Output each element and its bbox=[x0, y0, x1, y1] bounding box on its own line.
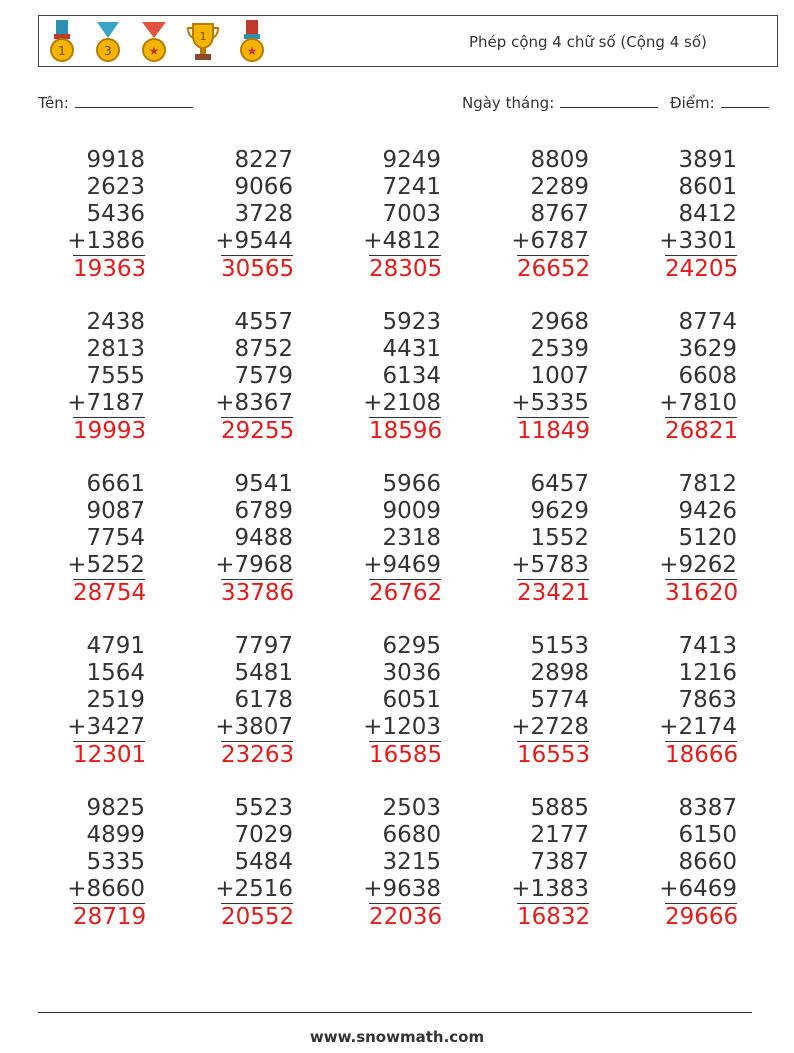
addend: 8660 bbox=[678, 849, 737, 875]
answer-sum: 16585 bbox=[369, 742, 443, 768]
score-label: Điểm: bbox=[670, 94, 715, 112]
last-addend: +8367 bbox=[215, 390, 293, 416]
addition-problem bbox=[163, 795, 293, 932]
addition-problem bbox=[459, 471, 589, 608]
medal-3-icon bbox=[93, 20, 123, 64]
last-addend: +1383 bbox=[511, 876, 589, 902]
addition-problem bbox=[15, 309, 145, 446]
name-label: Tên: bbox=[38, 94, 69, 112]
addend: 1007 bbox=[530, 363, 589, 389]
addend: 6661 bbox=[86, 471, 145, 497]
addend: 5774 bbox=[530, 687, 589, 713]
addition-problem bbox=[15, 795, 145, 932]
addition-problem bbox=[163, 309, 293, 446]
last-addend: +1203 bbox=[363, 714, 441, 740]
addend: 6178 bbox=[234, 687, 293, 713]
addend: 4791 bbox=[86, 633, 145, 659]
addend: 2968 bbox=[530, 309, 589, 335]
addend: 9541 bbox=[234, 471, 293, 497]
svg-text:1: 1 bbox=[199, 30, 207, 43]
addition-problem bbox=[607, 471, 737, 608]
score-field bbox=[670, 93, 769, 112]
last-addend: +6787 bbox=[511, 228, 589, 254]
addition-problem bbox=[459, 795, 589, 932]
answer-sum: 31620 bbox=[665, 580, 739, 606]
answer-sum: 23263 bbox=[221, 742, 295, 768]
addition-problem bbox=[311, 147, 441, 284]
addend: 5481 bbox=[234, 660, 293, 686]
answer-sum: 16553 bbox=[517, 742, 591, 768]
last-addend: +3427 bbox=[67, 714, 145, 740]
addend: 7797 bbox=[234, 633, 293, 659]
answer-sum: 19363 bbox=[73, 256, 147, 282]
addend: 8412 bbox=[678, 201, 737, 227]
addend: 9629 bbox=[530, 498, 589, 524]
addend: 6134 bbox=[382, 363, 441, 389]
addend: 9918 bbox=[86, 147, 145, 173]
addend: 9825 bbox=[86, 795, 145, 821]
date-label: Ngày tháng: bbox=[462, 94, 555, 112]
addend: 8601 bbox=[678, 174, 737, 200]
last-addend: +2516 bbox=[215, 876, 293, 902]
addend: 7003 bbox=[382, 201, 441, 227]
addend: 8767 bbox=[530, 201, 589, 227]
answer-sum: 11849 bbox=[517, 418, 591, 444]
last-addend: +9544 bbox=[215, 228, 293, 254]
addend: 6295 bbox=[382, 633, 441, 659]
addition-problem bbox=[607, 309, 737, 446]
answer-sum: 12301 bbox=[73, 742, 147, 768]
footer-divider bbox=[38, 1012, 752, 1013]
addend: 2289 bbox=[530, 174, 589, 200]
addition-problem bbox=[15, 471, 145, 608]
addend: 3036 bbox=[382, 660, 441, 686]
addend: 7579 bbox=[234, 363, 293, 389]
addend: 8387 bbox=[678, 795, 737, 821]
addend: 4899 bbox=[86, 822, 145, 848]
name-field bbox=[38, 93, 193, 112]
addend: 5966 bbox=[382, 471, 441, 497]
addend: 5885 bbox=[530, 795, 589, 821]
addend: 2539 bbox=[530, 336, 589, 362]
addend: 4557 bbox=[234, 309, 293, 335]
footer-site: www.snowmath.com bbox=[309, 1028, 485, 1046]
addition-problem bbox=[459, 147, 589, 284]
date-field bbox=[462, 93, 658, 112]
addend: 5335 bbox=[86, 849, 145, 875]
answer-sum: 16832 bbox=[517, 904, 591, 930]
addend: 9249 bbox=[382, 147, 441, 173]
answer-sum: 29255 bbox=[221, 418, 295, 444]
last-addend: +2728 bbox=[511, 714, 589, 740]
answer-sum: 29666 bbox=[665, 904, 739, 930]
last-addend: +7968 bbox=[215, 552, 293, 578]
addend: 8227 bbox=[234, 147, 293, 173]
addend: 2503 bbox=[382, 795, 441, 821]
svg-text:3: 3 bbox=[104, 44, 112, 58]
last-addend: +2108 bbox=[363, 390, 441, 416]
answer-sum: 26762 bbox=[369, 580, 443, 606]
answer-sum: 22036 bbox=[369, 904, 443, 930]
addend: 1216 bbox=[678, 660, 737, 686]
addend: 1564 bbox=[86, 660, 145, 686]
last-addend: +4812 bbox=[363, 228, 441, 254]
addend: 2623 bbox=[86, 174, 145, 200]
last-addend: +5783 bbox=[511, 552, 589, 578]
addend: 9426 bbox=[678, 498, 737, 524]
trophy-1-icon bbox=[185, 20, 221, 64]
answer-sum: 18596 bbox=[369, 418, 443, 444]
addition-problem bbox=[163, 147, 293, 284]
addition-problem bbox=[15, 147, 145, 284]
last-addend: +2174 bbox=[659, 714, 737, 740]
addend: 6608 bbox=[678, 363, 737, 389]
addend: 2318 bbox=[382, 525, 441, 551]
addend: 8809 bbox=[530, 147, 589, 173]
header-box bbox=[38, 15, 778, 67]
addend: 7555 bbox=[86, 363, 145, 389]
score-line bbox=[721, 93, 769, 108]
addend: 6051 bbox=[382, 687, 441, 713]
addend: 7754 bbox=[86, 525, 145, 551]
addend: 3629 bbox=[678, 336, 737, 362]
addition-problem bbox=[163, 633, 293, 770]
svg-text:1: 1 bbox=[58, 44, 66, 58]
addend: 5523 bbox=[234, 795, 293, 821]
addend: 7812 bbox=[678, 471, 737, 497]
last-addend: +9638 bbox=[363, 876, 441, 902]
addend: 4431 bbox=[382, 336, 441, 362]
addend: 2438 bbox=[86, 309, 145, 335]
addend: 5153 bbox=[530, 633, 589, 659]
addition-problem bbox=[163, 471, 293, 608]
answer-sum: 33786 bbox=[221, 580, 295, 606]
last-addend: +7810 bbox=[659, 390, 737, 416]
addend: 7241 bbox=[382, 174, 441, 200]
addend: 5923 bbox=[382, 309, 441, 335]
last-addend: +6469 bbox=[659, 876, 737, 902]
medal-1-icon bbox=[47, 20, 77, 64]
addition-problem bbox=[15, 633, 145, 770]
last-addend: +7187 bbox=[67, 390, 145, 416]
answer-sum: 26652 bbox=[517, 256, 591, 282]
addition-problem bbox=[311, 633, 441, 770]
answer-sum: 24205 bbox=[665, 256, 739, 282]
answer-sum: 28719 bbox=[73, 904, 147, 930]
addition-problem bbox=[311, 471, 441, 608]
addend: 7863 bbox=[678, 687, 737, 713]
addend: 2177 bbox=[530, 822, 589, 848]
addend: 8752 bbox=[234, 336, 293, 362]
addition-problem bbox=[607, 795, 737, 932]
last-addend: +5252 bbox=[67, 552, 145, 578]
addend: 7029 bbox=[234, 822, 293, 848]
addition-problem bbox=[311, 309, 441, 446]
answer-sum: 20552 bbox=[221, 904, 295, 930]
addend: 6457 bbox=[530, 471, 589, 497]
last-addend: +1386 bbox=[67, 228, 145, 254]
addend: 2519 bbox=[86, 687, 145, 713]
addition-problem bbox=[311, 795, 441, 932]
addend: 9066 bbox=[234, 174, 293, 200]
addend: 6680 bbox=[382, 822, 441, 848]
addition-problem bbox=[459, 309, 589, 446]
addend: 2898 bbox=[530, 660, 589, 686]
addend: 6150 bbox=[678, 822, 737, 848]
addend: 5484 bbox=[234, 849, 293, 875]
addend: 8774 bbox=[678, 309, 737, 335]
addend: 3728 bbox=[234, 201, 293, 227]
last-addend: +9262 bbox=[659, 552, 737, 578]
addition-problem bbox=[607, 147, 737, 284]
last-addend: +5335 bbox=[511, 390, 589, 416]
addend: 9087 bbox=[86, 498, 145, 524]
last-addend: +8660 bbox=[67, 876, 145, 902]
addend: 3891 bbox=[678, 147, 737, 173]
addend: 7387 bbox=[530, 849, 589, 875]
svg-text:★: ★ bbox=[148, 44, 160, 58]
worksheet-title: Phép cộng 4 chữ số (Cộng 4 số) bbox=[469, 33, 707, 51]
addition-problem bbox=[459, 633, 589, 770]
addend: 9009 bbox=[382, 498, 441, 524]
answer-sum: 18666 bbox=[665, 742, 739, 768]
answer-sum: 28754 bbox=[73, 580, 147, 606]
svg-text:★: ★ bbox=[246, 44, 258, 58]
answer-sum: 30565 bbox=[221, 256, 295, 282]
addend: 7413 bbox=[678, 633, 737, 659]
answer-sum: 23421 bbox=[517, 580, 591, 606]
answer-sum: 26821 bbox=[665, 418, 739, 444]
medal-star-ribbon-icon bbox=[237, 20, 267, 64]
answer-sum: 19993 bbox=[73, 418, 147, 444]
addend: 5436 bbox=[86, 201, 145, 227]
last-addend: +9469 bbox=[363, 552, 441, 578]
last-addend: +3807 bbox=[215, 714, 293, 740]
addend: 9488 bbox=[234, 525, 293, 551]
medal-star-icon bbox=[139, 20, 169, 64]
addend: 1552 bbox=[530, 525, 589, 551]
addend: 6789 bbox=[234, 498, 293, 524]
addend: 3215 bbox=[382, 849, 441, 875]
date-line bbox=[560, 93, 658, 108]
answer-sum: 28305 bbox=[369, 256, 443, 282]
last-addend: +3301 bbox=[659, 228, 737, 254]
addend: 2813 bbox=[86, 336, 145, 362]
name-line bbox=[75, 93, 193, 108]
addition-problem bbox=[607, 633, 737, 770]
addend: 5120 bbox=[678, 525, 737, 551]
